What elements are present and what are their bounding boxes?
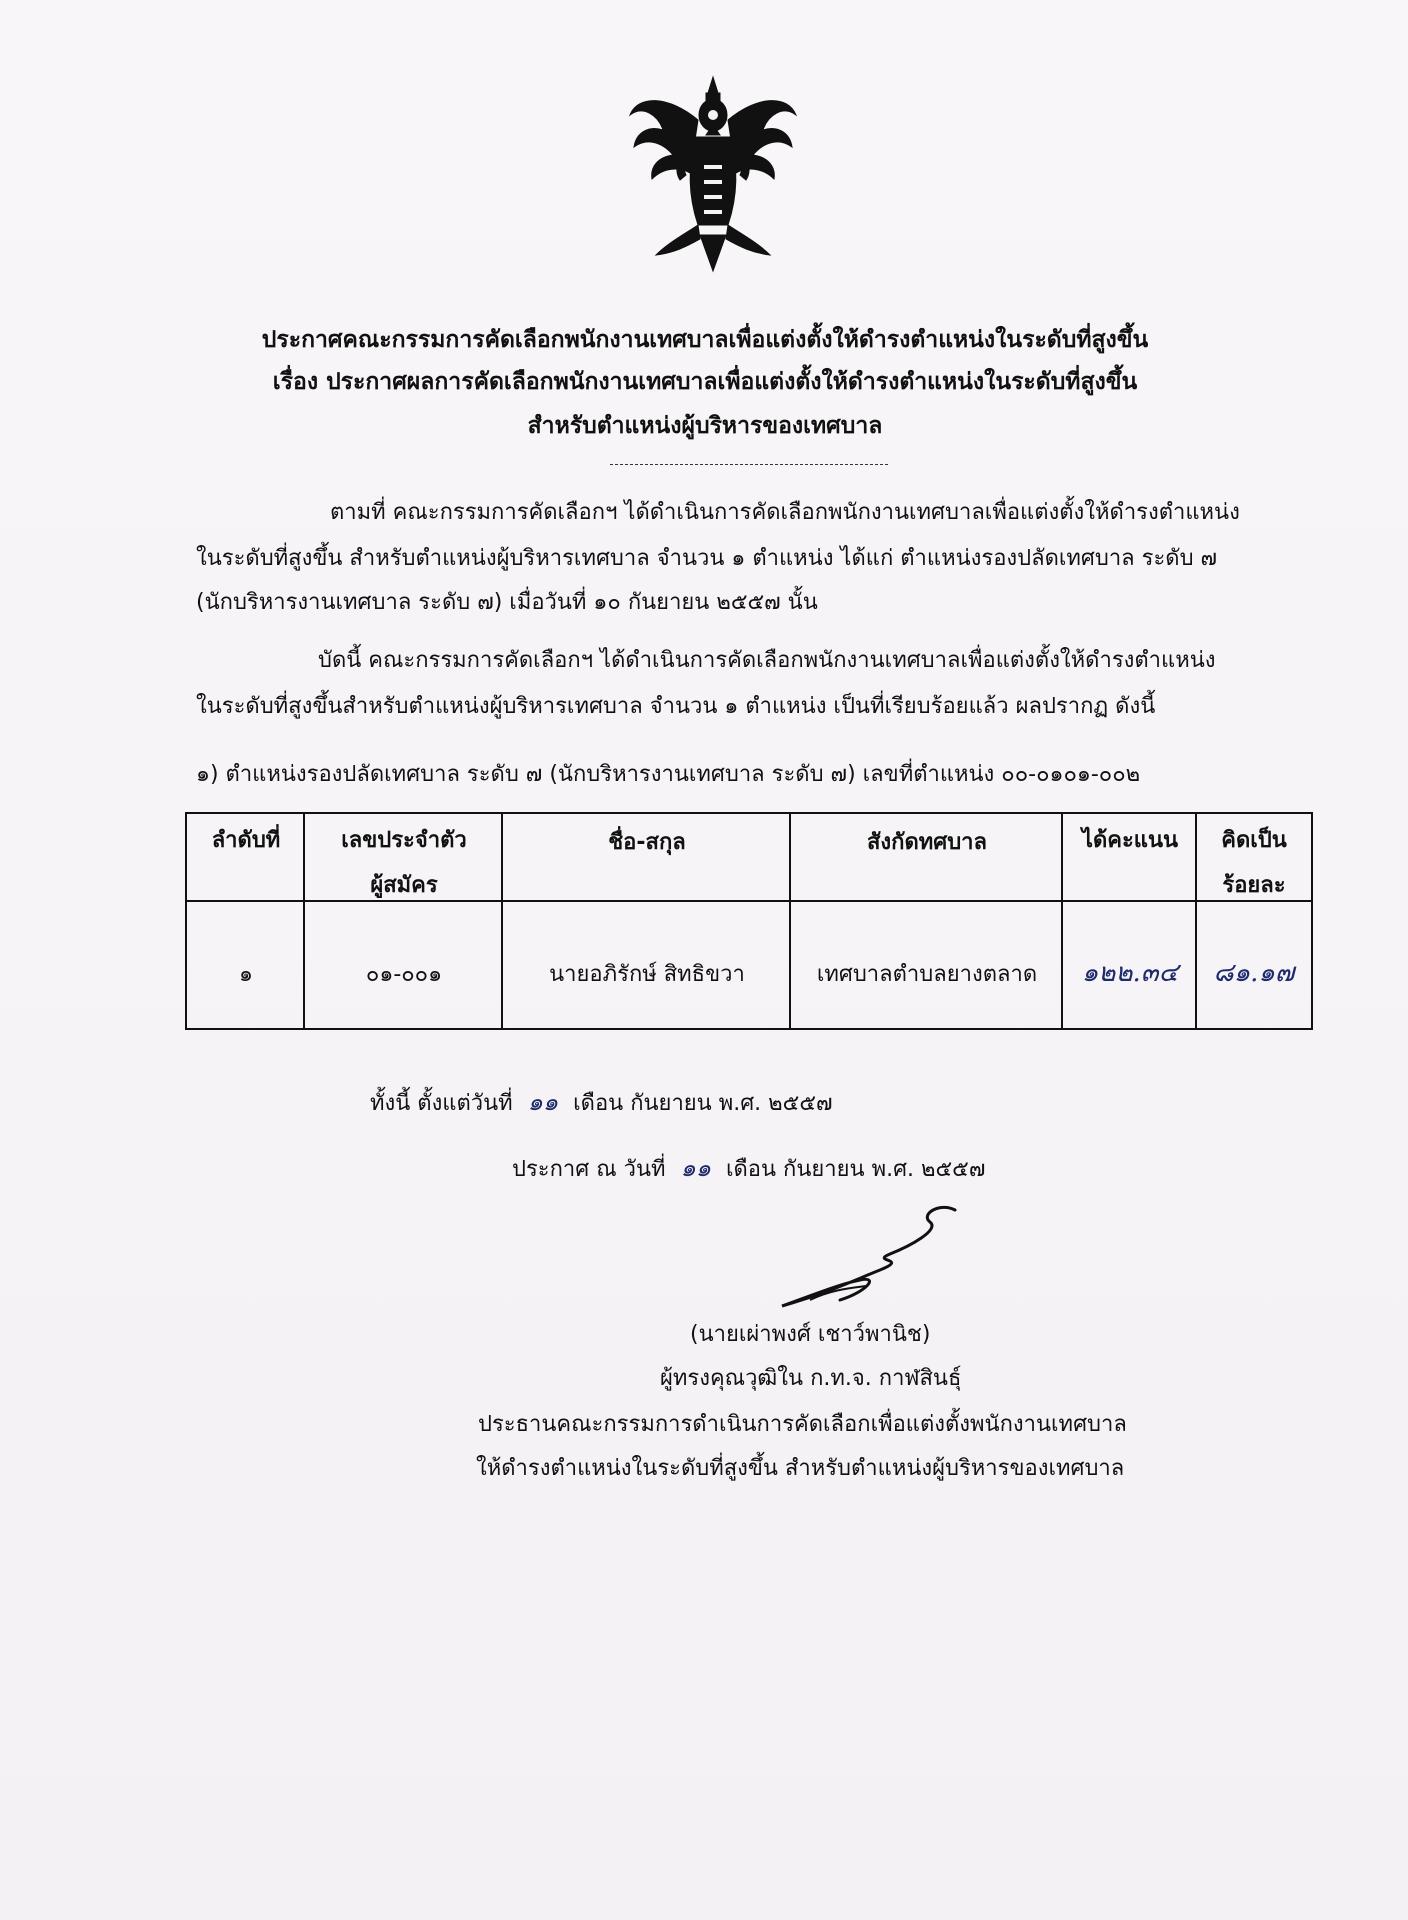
table-divider [789, 814, 791, 1028]
announcement-scope: สำหรับตำแหน่งผู้บริหารของเทศบาล [527, 413, 883, 439]
title-divider [610, 464, 888, 465]
announcement-subject: เรื่อง ประกาศผลการคัดเลือกพนักงานเทศบาลเพื่อแต่งตั้งให้ดำรงตำแหน่งในระดับที่สูงขึ้น [272, 369, 1138, 395]
results-table [185, 812, 1313, 1030]
signatory-name: (นายเผ่าพงศ์ เชาว์พานิช) [690, 1322, 931, 1347]
header-applicant-id-line2: ผู้สมัคร [370, 873, 438, 898]
cell-office: เทศบาลตำบลยางตลาด [816, 962, 1038, 987]
announcement-date-rest: เดือน กันยายน พ.ศ. ๒๕๕๗ [726, 1157, 986, 1182]
para2-line1: บัดนี้ คณะกรรมการคัดเลือกฯ ได้ดำเนินการคัดเลือกพนักงานเทศบาลเพื่อแต่งตั้งให้ดำรงตำแหน่ง [318, 648, 1216, 673]
para1-line1: ตามที่ คณะกรรมการคัดเลือกฯ ได้ดำเนินการคัดเลือกพนักงานเทศบาลเพื่อแต่งตั้งให้ดำรงตำแหน่ง [330, 500, 1240, 525]
cell-score: ๑๒๒.๓๔ [1081, 958, 1179, 988]
header-office: สังกัดทศบาล [866, 830, 988, 855]
table-divider [1061, 814, 1063, 1028]
cell-applicant-id: ๐๑-๐๐๑ [365, 962, 443, 987]
header-applicant-id [305, 822, 503, 902]
header-name: ชื่อ-สกุล [608, 830, 686, 855]
effective-date-rest: เดือน กันยายน พ.ศ. ๒๕๕๗ [573, 1091, 833, 1116]
header-score: ได้คะแนน [1081, 828, 1179, 853]
announcement-date [512, 1148, 985, 1187]
effective-date-prefix: ทั้งนี้ ตั้งแต่วันที่ [370, 1091, 513, 1116]
header-percent [1197, 822, 1311, 902]
table-divider [1195, 814, 1197, 1028]
cell-percent: ๘๑.๑๗ [1213, 958, 1295, 988]
para2-line2: ในระดับที่สูงขึ้นสำหรับตำแหน่งผู้บริหารเทศบาล จำนวน ๑ ตำแหน่ง เป็นที่เรียบร้อยแล้ว ผลปรากฏ ดังนี้ [196, 694, 1156, 719]
signatory-role2: ประธานคณะกรรมการดำเนินการคัดเลือกเพื่อแต่งตั้งพนักงานเทศบาล [478, 1412, 1127, 1437]
announcement-title: ประกาศคณะกรรมการคัดเลือกพนักงานเทศบาลเพื่อแต่งตั้งให้ดำรงตำแหน่งในระดับที่สูงขึ้น [261, 327, 1149, 353]
table-row [187, 902, 1311, 1028]
cell-name: นายอภิรักษ์ สิทธิขวา [549, 962, 745, 987]
signatory-role3: ให้ดำรงตำแหน่งในระดับที่สูงขึ้น สำหรับตำแหน่งผู้บริหารของเทศบาล [476, 1456, 1125, 1481]
table-divider [303, 814, 305, 1028]
para1-line2: ในระดับที่สูงขึ้น สำหรับตำแหน่งผู้บริหารเทศบาล จำนวน ๑ ตำแหน่ง ได้แก่ ตำแหน่งรองปลัดเทศบาล ระดับ ๗ [196, 546, 1218, 571]
effective-date-day: ๑๑ [527, 1088, 559, 1116]
signatory-role1: ผู้ทรงคุณวุฒิใน ก.ท.จ. กาฬสินธุ์ [660, 1366, 962, 1391]
header-percent-line1: คิดเป็น [1221, 828, 1287, 853]
garuda-emblem-icon [628, 75, 798, 275]
handwritten-signature [770, 1200, 970, 1320]
table-divider [501, 814, 503, 1028]
announcement-date-day: ๑๑ [680, 1154, 711, 1182]
announcement-date-prefix: ประกาศ ณ วันที่ [512, 1157, 666, 1182]
effective-date [370, 1082, 833, 1121]
table-header-row [187, 814, 1311, 902]
cell-no: ๑ [239, 962, 253, 987]
header-applicant-id-line1: เลขประจำตัว [341, 828, 467, 853]
position-line: ๑) ตำแหน่งรองปลัดเทศบาล ระดับ ๗ (นักบริหารงานเทศบาล ระดับ ๗) เลขที่ตำแหน่ง ๐๐-๐๑๐๑-๐๐๒ [196, 762, 1141, 787]
header-percent-line2: ร้อยละ [1222, 873, 1286, 898]
header-no: ลำดับที่ [211, 828, 281, 853]
para1-line3: (นักบริหารงานเทศบาล ระดับ ๗) เมื่อวันที่ ๑๐ กันยายน ๒๕๕๗ นั้น [196, 590, 818, 615]
